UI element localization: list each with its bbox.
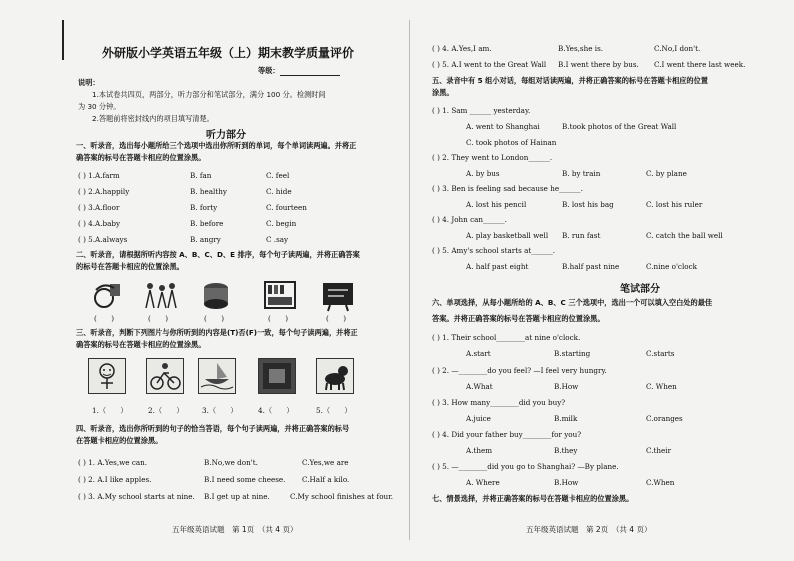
q3-instruction-2: 确答案的标号在答题卡相应的位置涂黑。 [76,340,206,349]
q2-blank-1: ( ) [94,314,115,323]
left-footer: 五年级英语试题 第 1页 （共 4 页） [172,525,298,534]
q3-label-3[interactable]: 3.（ ） [202,406,238,415]
q6-item-1-b[interactable]: B.starting [554,349,591,358]
q5-item-4[interactable]: ( ) 4. John can______. [432,215,507,224]
r-top-row-1-b[interactable]: B.Yes,she is. [558,44,604,53]
listening-heading: 听力部分 [206,130,246,141]
q2-blank-2: ( ) [148,314,169,323]
q2-blank-3: ( ) [204,314,225,323]
q5-item-5-a[interactable]: A. half past eight [466,262,529,271]
q6-item-2-b[interactable]: B.How [554,382,579,391]
q5-item-2-a[interactable]: A. by bus [466,169,500,178]
q3-picture-dog-icon [316,358,354,394]
q2-picture-drum-icon [198,278,234,312]
q5-item-5[interactable]: ( ) 5. Amy's school starts at______. [432,246,556,255]
r-top-row-2[interactable]: ( ) 5. A.I went to the Great Wall [432,60,547,69]
q5-item-3-b[interactable]: B. lost his bag [562,200,614,209]
q4-row-2-c[interactable]: C.Half a kilo. [302,475,350,484]
q6-item-3-a[interactable]: A.juice [466,414,491,423]
q6-item-3-c[interactable]: C.oranges [646,414,683,423]
q4-row-1[interactable]: ( ) 1. A.Yes,we can. [78,458,148,467]
r-top-row-1-c[interactable]: C.No,I don't. [654,44,701,53]
q6-instruction-1: 六、单项选择，从每小题所给的 A、B、C 三个选项中，选出一个可以填入空白处的最佳 [432,298,713,307]
right-page [410,0,794,561]
q5-item-2[interactable]: ( ) 2. They went to London______. [432,153,553,162]
q6-item-2[interactable]: ( ) 2. —________do you feel? —I feel very hungry. [432,366,607,375]
q6-item-5-b[interactable]: B.How [554,478,579,487]
q1-row-1-c[interactable]: C. feel [266,171,290,180]
q3-label-2[interactable]: 2.（ ） [148,406,184,415]
q3-label-4[interactable]: 4.（ ） [258,406,294,415]
q1-row-4-c[interactable]: C. begin [266,219,297,228]
r-top-row-2-b[interactable]: B.I went there by bus. [558,60,639,69]
q3-instruction-1: 三、听录音，判断下列图片与你所听到的内容是(T)否(F)一致，每个句子读两遍，并将正 [76,328,358,337]
q1-row-3-b[interactable]: B. forty [190,203,218,212]
q3-picture-boat-icon [198,358,236,394]
q4-row-1-c[interactable]: C.Yes,we are [302,458,349,467]
q4-row-2[interactable]: ( ) 2. A.I like apples. [78,475,152,484]
q6-item-4-c[interactable]: C.their [646,446,672,455]
q6-item-1[interactable]: ( ) 1. Their school________at nine o'clock. [432,333,581,342]
q5-instruction-2: 涂黑。 [432,88,454,97]
q6-item-3-b[interactable]: B.milk [554,414,578,423]
q5-item-2-b[interactable]: B. by train [562,169,601,178]
q6-item-3[interactable]: ( ) 3. How many________did you buy? [432,398,566,407]
q1-instruction-1: 一、听录音，选出每小题所给三个选项中选出你所听到的单词，每个单词读两遍。并将正 [76,141,357,150]
q6-item-4[interactable]: ( ) 4. Did your father buy________for you? [432,430,582,439]
q1-row-2[interactable]: ( ) 2.A.happily [78,187,130,196]
q6-item-5-c[interactable]: C.When [646,478,675,487]
q3-picture-dark-photo-icon [258,358,296,394]
q1-row-1-b[interactable]: B. fan [190,171,212,180]
q5-item-3-c[interactable]: C. lost his ruler [646,200,703,209]
q5-item-3[interactable]: ( ) 3. Ben is feeling sad because he______. [432,184,583,193]
q5-item-4-b[interactable]: B. run fast [562,231,601,240]
q4-row-1-b[interactable]: B.No,we don't. [204,458,258,467]
q5-item-1-a[interactable]: A. went to Shanghai [466,122,540,131]
q3-label-1[interactable]: 1.（ ） [92,406,128,415]
q4-row-3-c[interactable]: C.My school finishes at four. [290,492,394,501]
q6-item-5[interactable]: ( ) 5. —________did you go to Shanghai? —By plane. [432,462,619,471]
q2-picture-blackboard-icon [320,278,356,312]
writing-heading: 笔试部分 [620,284,660,295]
q3-label-5[interactable]: 5.（ ） [316,406,352,415]
q2-picture-children-icon [142,278,178,312]
q7-instruction: 七、情景选择，并将正确答案的标号在答题卡相应的位置涂黑。 [432,494,634,503]
q6-item-2-c[interactable]: C. When [646,382,677,391]
q1-row-4[interactable]: ( ) 4.A.baby [78,219,121,228]
notes-title: 说明： [78,78,100,87]
note-line-2: 为 30 分钟。 [78,102,121,111]
note-line-1: 1.本试卷共四页，两部分，听力部分和笔试部分，满分 100 分。检测时间 [92,90,326,99]
note-line-3: 2.答题前将密封线内的项目填写清楚。 [92,114,214,123]
q5-instruction-1: 五、录音中有 5 组小对话，每组对话读两遍，并将正确答案的标号在答题卡相应的位置 [432,76,708,85]
q2-blank-5: ( ) [326,314,347,323]
exam-title: 外研版小学英语五年级（上）期末教学质量评价 [102,46,355,60]
q1-row-3-c[interactable]: C. fourteen [266,203,307,212]
r-top-row-2-c[interactable]: C.I went there last week. [654,60,746,69]
q5-item-1-c[interactable]: C. took photos of Hainan [466,138,557,147]
q5-item-5-b[interactable]: B.half past nine [562,262,620,271]
q2-picture-telephone-icon [90,278,126,312]
q1-row-5-b[interactable]: B. angry [190,235,221,244]
q1-row-2-b[interactable]: B. healthy [190,187,227,196]
q2-instruction-2: 的标号在答题卡相应的位置涂黑。 [76,262,184,271]
q4-instruction-1: 四、听录音，选出你所听到的句子的恰当答语，每个句子读两遍，并将正确答案的标号 [76,424,350,433]
q5-item-5-c[interactable]: C.nine o'clock [646,262,697,271]
r-top-row-1[interactable]: ( ) 4. A.Yes,I am. [432,44,492,53]
q4-instruction-2: 在答题卡相应的位置涂黑。 [76,436,163,445]
q1-row-5-c[interactable]: C .say [266,235,289,244]
q1-row-3[interactable]: ( ) 3.A.floor [78,203,120,212]
grade-label: 等级： [258,66,340,76]
q1-instruction-2: 确答案的标号在答题卡相应的位置涂黑。 [76,153,206,162]
q5-item-4-a[interactable]: A. play basketball well [466,231,549,240]
q6-item-2-a[interactable]: A.What [466,382,493,391]
q6-item-4-b[interactable]: B.they [554,446,578,455]
q6-item-4-a[interactable]: A.them [466,446,493,455]
q5-item-1-b[interactable]: B.took photos of the Great Wall [562,122,677,131]
q5-item-1[interactable]: ( ) 1. Sam ______ yesterday. [432,106,531,115]
q3-picture-boy-icon [88,358,126,394]
q4-row-3-b[interactable]: B.I get up at nine. [204,492,270,501]
q1-row-2-c[interactable]: C. hide [266,187,292,196]
q6-item-1-c[interactable]: C.starts [646,349,675,358]
q1-row-1[interactable]: ( ) 1.A.farm [78,171,120,180]
q4-row-3[interactable]: ( ) 3. A.My school starts at nine. [78,492,195,501]
q2-picture-bookshelf-icon [262,278,298,312]
right-footer: 五年级英语试题 第 2页 （共 4 页） [526,525,652,534]
q5-item-4-c[interactable]: C. catch the ball well [646,231,723,240]
q2-instruction-1: 二、听录音，请根据所听内容按 A、B、C、D、E 排序，每个句子读两遍，并将正确答案 [76,250,360,259]
q1-row-4-b[interactable]: B. before [190,219,224,228]
q1-row-5[interactable]: ( ) 5.A.always [78,235,128,244]
q5-item-3-a[interactable]: A. lost his pencil [466,200,527,209]
q6-item-1-a[interactable]: A.start [466,349,491,358]
q4-row-2-b[interactable]: B.I need some cheese. [204,475,286,484]
q6-instruction-2: 答案。并将正确答案的标号在答题卡相应的位置涂黑。 [432,314,605,323]
q5-item-2-c[interactable]: C. by plane [646,169,687,178]
q3-picture-bicycle-icon [146,358,184,394]
grade-blank[interactable] [280,67,340,76]
q6-item-5-a[interactable]: A. Where [466,478,500,487]
q2-blank-4: ( ) [268,314,289,323]
